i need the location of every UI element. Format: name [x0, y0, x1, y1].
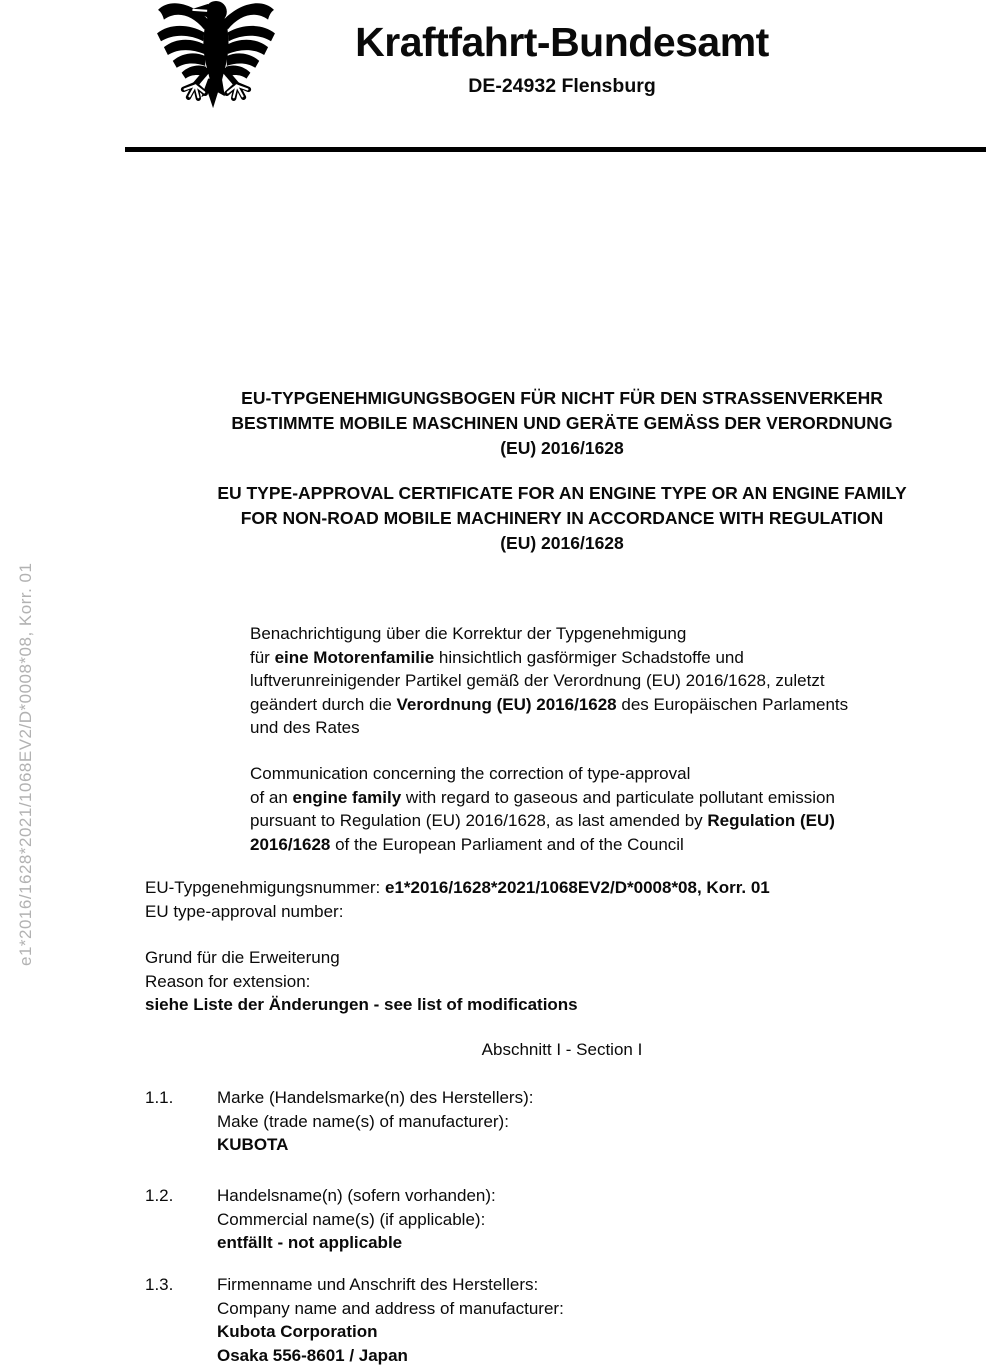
item-number: 1.1. [145, 1088, 174, 1107]
item-body: Marke (Handelsmarke(n) des Herstellers): Make (trade name(s) of manufacturer): KUBOTA [217, 1088, 534, 1154]
item-body: Firmenname und Anschrift des Herstellers: Company name and address of manufacturer: Kubota Corporation Osaka 556-8601 / Japan [217, 1275, 564, 1365]
item-1-2 [145, 1184, 496, 1255]
agency-name: Kraftfahrt-Bundesamt [355, 19, 769, 65]
letterhead [145, 19, 979, 98]
communication-paragraph-english: Communication concerning the correction of type-approval of an engine family with regard to gaseous and particulate pollutant emission pursuant to Regulation (EU) 2016/1628, as last amended by Regulation (EU) 2016/1628 of the European Parliament and of the Council [250, 764, 835, 854]
item-number: 1.3. [145, 1275, 174, 1294]
vertical-approval-number-watermark: e1*2016/1628*2021/1068EV2/D*0008*08, Korr. 01 [16, 562, 35, 966]
communication-paragraph-german: Benachrichtigung über die Korrektur der Typgenehmigung für eine Motorenfamilie hinsichtlich gasförmiger Schadstoffe und luftverunreinigender Partikel gemäß der Verordnung (EU) 2016/1628, zuletzt geändert durch die Verordnung (EU) 2016/1628 des Europäischen Parlaments und des Rates [250, 624, 849, 737]
extension-reason-block: Grund für die Erweiterung Reason for extension: siehe Liste der Änderungen - see list of modifications [145, 948, 578, 1014]
item-number: 1.2. [145, 1186, 174, 1205]
section-heading: Abschnitt I - Section I [481, 1040, 643, 1059]
agency-location: DE-24932 Flensburg [468, 75, 656, 97]
certificate-title-german: EU-TYPGENEHMIGUNGSBOGEN FÜR NICHT FÜR DEN STRASSENVERKEHR BESTIMMTE MOBILE MASCHINEN UND GERÄTE GEMÄSS DER VERORDNUNG (EU) 2016/1628 [231, 388, 893, 458]
item-body: Handelsname(n) (sofern vorhanden): Commercial name(s) (if applicable): entfällt - not applicable [217, 1186, 496, 1252]
approval-number-block: EU-Typgenehmigungsnummer: e1*2016/1628*2021/1068EV2/D*0008*08, Korr. 01 EU type-approval number: [145, 878, 770, 921]
item-1-1 [145, 1086, 533, 1157]
certificate-title-english: EU TYPE-APPROVAL CERTIFICATE FOR AN ENGINE TYPE OR AN ENGINE FAMILY FOR NON-ROAD MOBILE MACHINERY IN ACCORDANCE WITH REGULATION (EU) 2016/1628 [217, 483, 907, 553]
header-divider-rule [125, 147, 986, 152]
item-1-3 [145, 1273, 564, 1366]
